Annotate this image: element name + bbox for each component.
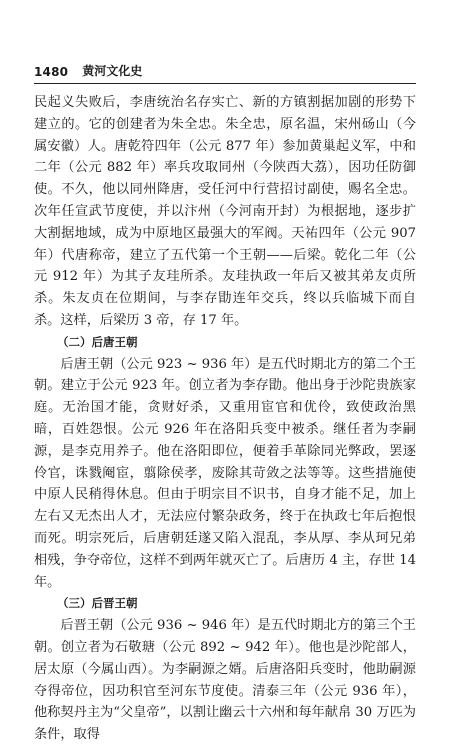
running-header xyxy=(34,62,416,84)
body-text xyxy=(34,92,416,746)
section-heading-later-jin: （三）后晋王朝 xyxy=(57,596,138,611)
section-heading-later-tang: （二）后唐王朝 xyxy=(57,334,138,349)
paragraph-later-liang-continued: 民起义失败后，李唐统治名存实亡、新的方镇割据加剧的形势下建立的。它的创建者为朱全忠。朱全忠，原名温，宋州砀山（今属安徽）人。唐乾符四年（公元 877 年）参加黄巢起义军，中和二年（公元 882 年）率兵攻取同州（今陕西大荔），因功任防御使。不久，他以同州降唐，受任河中行营招讨副使，赐名全忠。次年任宣武节度使，并以汴州（今河南开封）为根据地，逐步扩大割据地域，成为中原地区最强大的军阀。天祐四年（公元 907 年）代唐称帝，建立了五代第一个王朝——后梁。乾化二年（公元 912 年）为其子友珪所杀。友珪执政一年后又被其弟友贞所杀。朱友贞在位期间，与李存勖连年交兵，终以兵临城下而自杀。这样，后梁历 3 帝，存 17 年。 xyxy=(34,95,416,328)
book-title: 黄河文化史 xyxy=(82,64,143,78)
paragraph-later-jin: 后晋王朝（公元 936 ~ 946 年）是五代时期北方的第三个王朝。创立者为石敬瑭（公元 892 ~ 942 年）。他也是沙陀部人，居太原（今属山西）。为李嗣源之婿。后唐洛阳兵变时，他助嗣源夺得帝位，因功积官至河东节度使。清泰三年（公元 936 年），他称契丹主为“父皇帝”，以割让幽云十六州和每年献帛 30 万匹为条件，取得 xyxy=(34,618,416,743)
paragraph-later-tang: 后唐王朝（公元 923 ~ 936 年）是五代时期北方的第二个王朝。建立于公元 923 年。创立者为李存勖。他出身于沙陀贵族家庭。无治国才能，贪财好杀，又重用宦官和优伶，致使政治黑暗，百姓怨恨。公元 926 年在洛阳兵变中被杀。继任者为李嗣源，是李克用养子。他在洛阳即位，便着手革除同光弊政，罢逐伶官，诛戮阉宦，翦除侯孝，废除其苛敛之法等等。这些措施使中原人民稍得休息。但由于明宗目不识书，自身才能不足，加上左右又无杰出人才，无法应付繁杂政务，终于在执政七年后抱恨而死。明宗死后，后唐朝廷遂又陷入混乱，李从厚、李从珂兄弟相残，争夺帝位，这样不到两年就灭亡了。后唐历 4 主，存世 14 年。 xyxy=(34,356,416,590)
page-number: 1480 xyxy=(34,65,69,79)
